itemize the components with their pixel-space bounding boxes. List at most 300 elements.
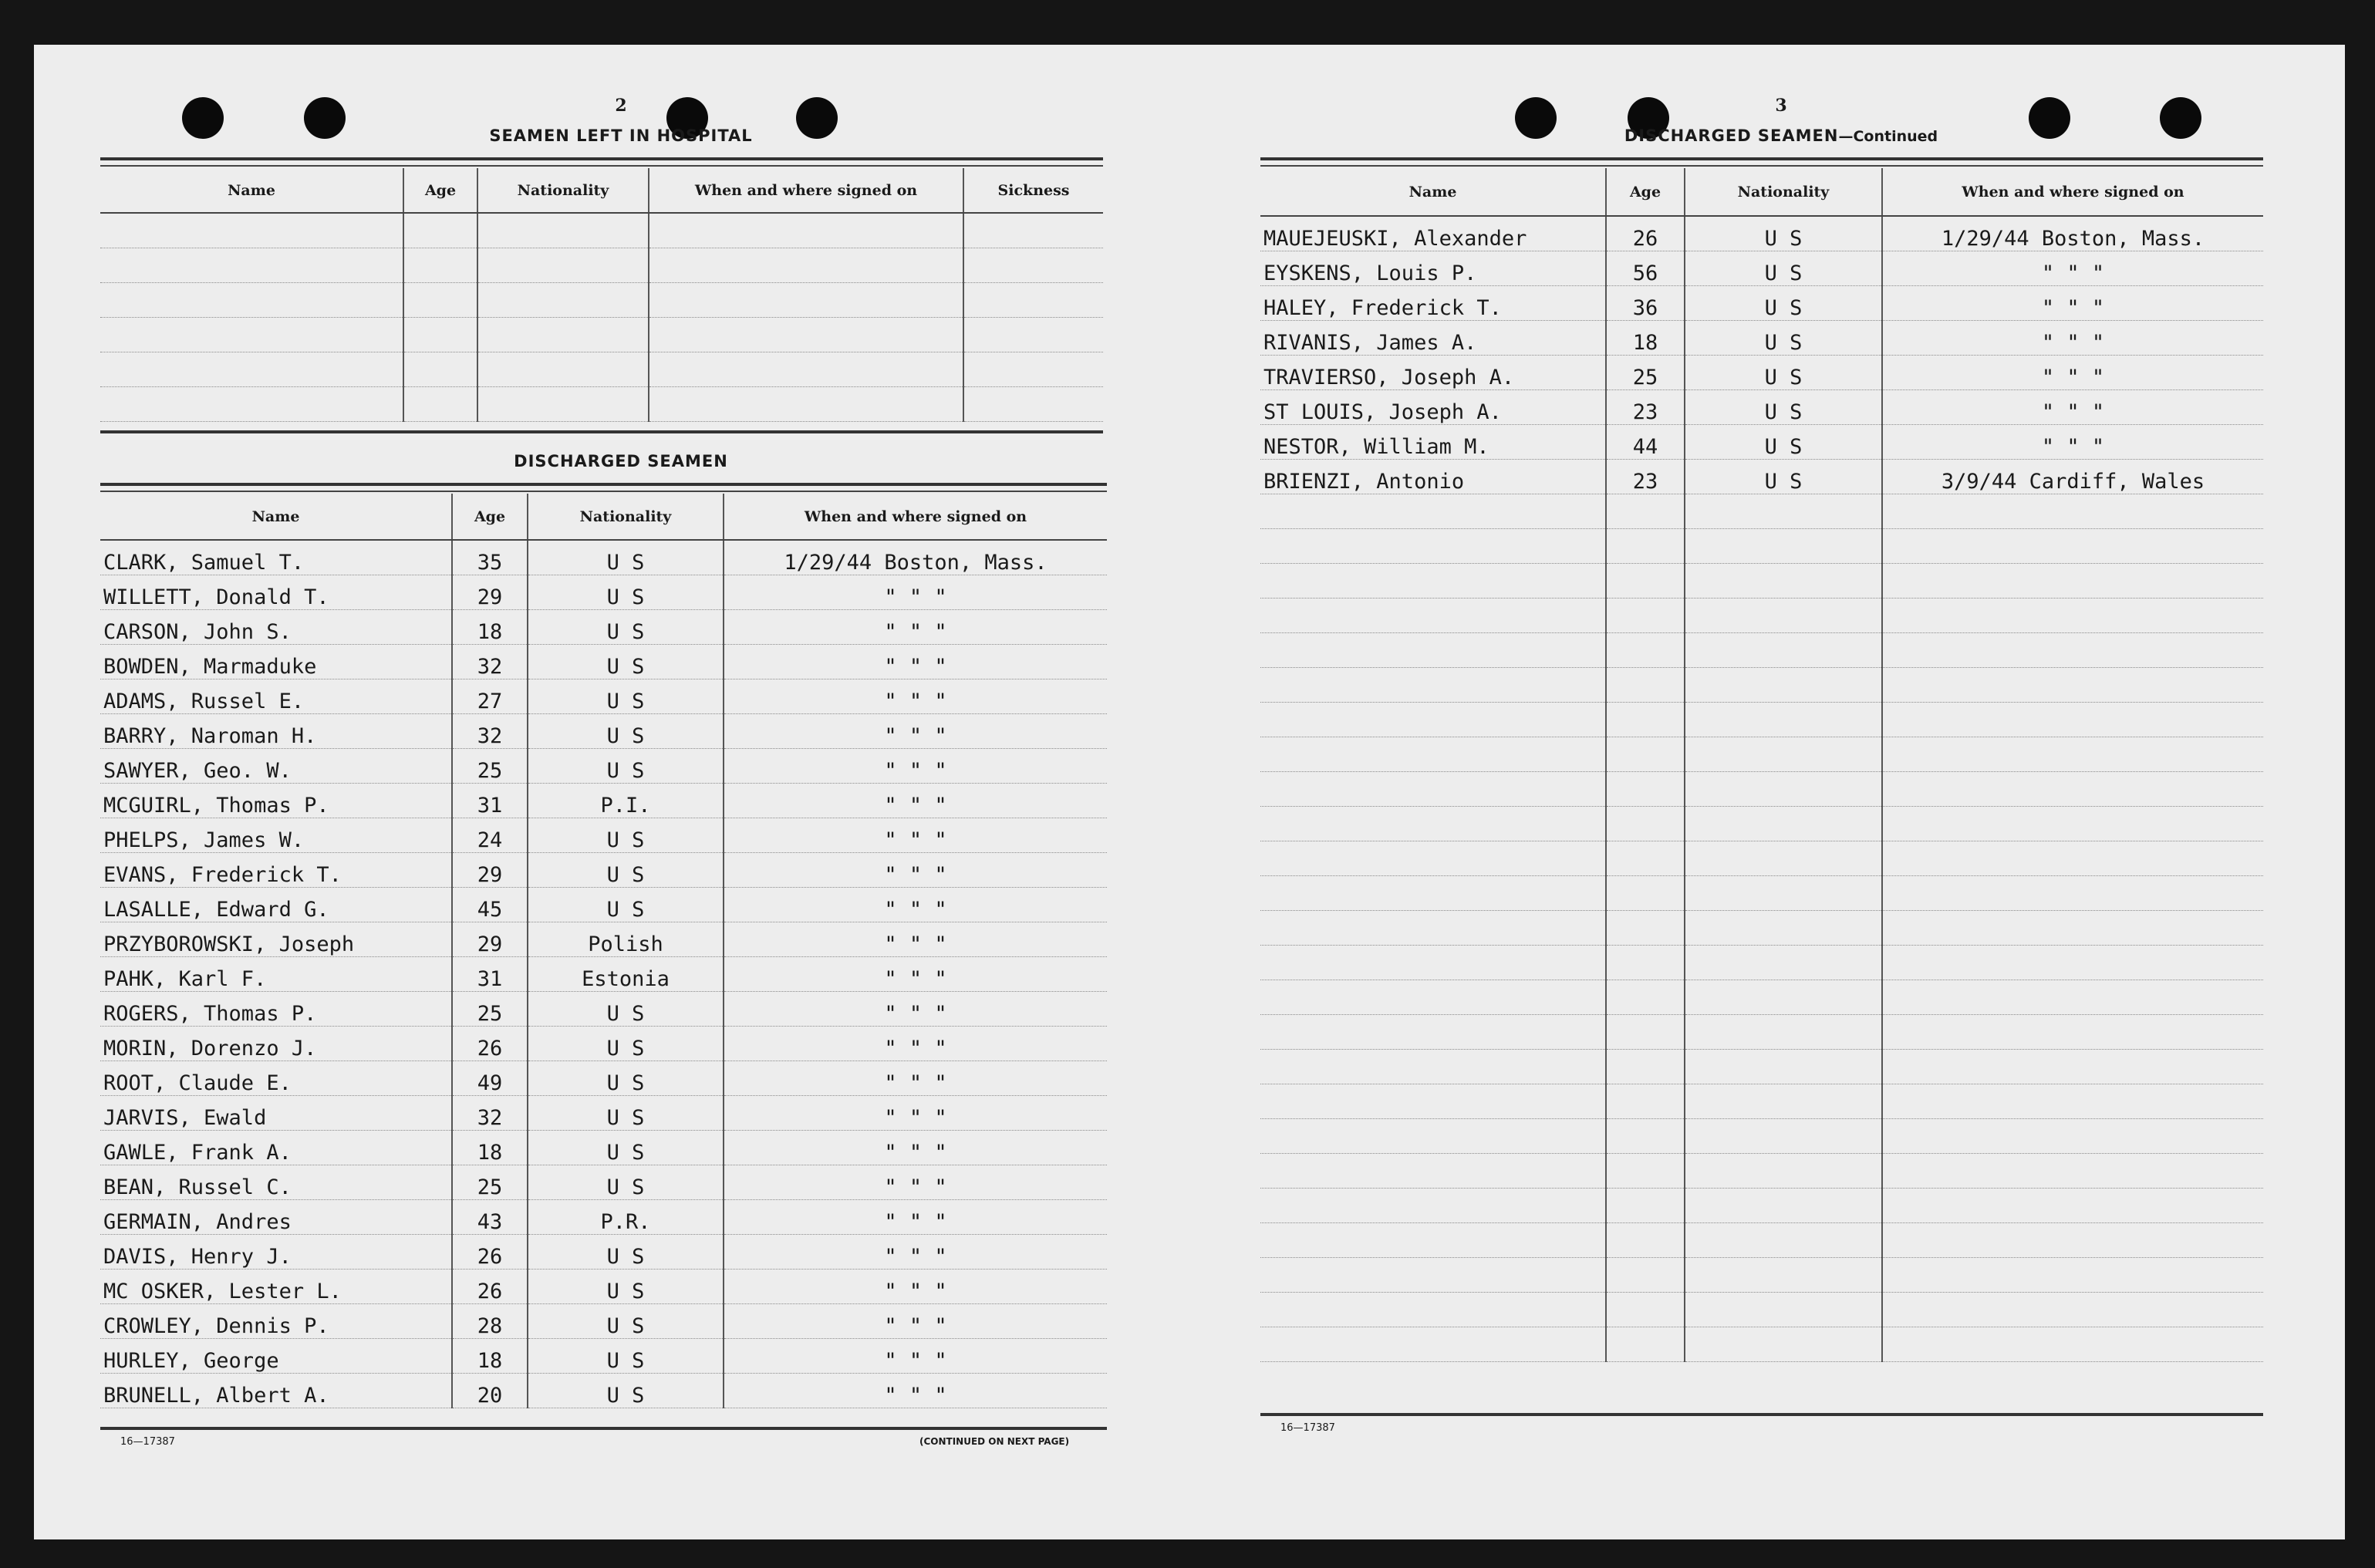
seaman-age: 35 <box>452 540 528 575</box>
blank-cell <box>963 317 1103 352</box>
discharged-continued-table <box>1260 168 2263 1362</box>
blank-cell <box>477 317 649 352</box>
blank-cell <box>1260 702 1606 737</box>
seaman-name: ST LOUIS, Joseph A. <box>1260 389 1606 424</box>
blank-cell <box>1882 1257 2263 1292</box>
discharged-row <box>100 1234 1107 1269</box>
discharged-row <box>100 1026 1107 1061</box>
page-number: 2 <box>615 96 627 116</box>
blank-cell <box>1606 980 1685 1014</box>
signed-on: " " " <box>724 1095 1107 1130</box>
seaman-nationality: U S <box>1685 320 1882 355</box>
blank-cell <box>1882 494 2263 528</box>
blank-cell <box>1260 910 1606 945</box>
seaman-name: BARRY, Naroman H. <box>100 713 452 748</box>
seaman-name: HURLEY, George <box>100 1338 452 1373</box>
col-header-signed-on: When and where signed on <box>1882 168 2263 216</box>
blank-row <box>100 248 1103 282</box>
seaman-age: 31 <box>452 783 528 818</box>
signed-on: " " " <box>724 748 1107 783</box>
signed-on: " " " <box>1882 251 2263 285</box>
blank-cell <box>1685 875 1882 910</box>
blank-row <box>1260 1257 2263 1292</box>
discharged-row <box>100 1269 1107 1303</box>
seaman-nationality: U S <box>528 1269 724 1303</box>
seaman-nationality: U S <box>528 748 724 783</box>
blank-cell <box>1685 1257 1882 1292</box>
seaman-age: 18 <box>452 609 528 644</box>
blank-cell <box>1260 841 1606 875</box>
discharged-row <box>100 922 1107 956</box>
seaman-name: DAVIS, Henry J. <box>100 1234 452 1269</box>
col-header-nationality: Nationality <box>477 168 649 213</box>
seaman-name: MC OSKER, Lester L. <box>100 1269 452 1303</box>
seaman-nationality: U S <box>528 1373 724 1408</box>
discharged-continued-row <box>1260 355 2263 389</box>
blank-cell <box>100 213 403 248</box>
blank-cell <box>1260 494 1606 528</box>
col-header-name: Name <box>100 168 403 213</box>
blank-cell <box>1685 598 1882 632</box>
seaman-age: 26 <box>452 1234 528 1269</box>
discharged-continued-row <box>1260 424 2263 459</box>
blank-cell <box>1606 1222 1685 1257</box>
seaman-name: PRZYBOROWSKI, Joseph <box>100 922 452 956</box>
discharged-row <box>100 1165 1107 1199</box>
seaman-name: PHELPS, James W. <box>100 818 452 852</box>
blank-cell <box>1260 1292 1606 1327</box>
seaman-age: 25 <box>452 1165 528 1199</box>
discharged-row <box>100 1303 1107 1338</box>
blank-cell <box>1685 910 1882 945</box>
discharged-row <box>100 609 1107 644</box>
header-rule <box>100 157 1103 160</box>
signed-on: " " " <box>724 1234 1107 1269</box>
seaman-name: JARVIS, Ewald <box>100 1095 452 1130</box>
discharged-row <box>100 1095 1107 1130</box>
seaman-nationality: U S <box>528 818 724 852</box>
blank-cell <box>649 248 963 282</box>
seaman-name: SAWYER, Geo. W. <box>100 748 452 783</box>
blank-cell <box>1606 771 1685 806</box>
left-page <box>100 45 1142 1539</box>
blank-cell <box>403 317 477 352</box>
blank-cell <box>100 282 403 317</box>
blank-cell <box>1606 910 1685 945</box>
blank-cell <box>1260 1084 1606 1118</box>
seaman-nationality: U S <box>528 1303 724 1338</box>
blank-cell <box>963 282 1103 317</box>
seaman-nationality: U S <box>1685 285 1882 320</box>
blank-cell <box>1685 667 1882 702</box>
col-header-age: Age <box>1606 168 1685 216</box>
blank-cell <box>1685 980 1882 1014</box>
blank-cell <box>1685 1084 1882 1118</box>
header-rule <box>1260 157 2263 160</box>
seaman-name: BEAN, Russel C. <box>100 1165 452 1199</box>
seaman-age: 25 <box>452 748 528 783</box>
footer-rule <box>1260 1413 2263 1416</box>
discharged-row <box>100 679 1107 713</box>
signed-on: " " " <box>724 1373 1107 1408</box>
seaman-nationality: U S <box>528 1026 724 1061</box>
blank-cell <box>1882 1014 2263 1049</box>
seaman-age: 26 <box>1606 216 1685 251</box>
blank-cell <box>1606 702 1685 737</box>
blank-row <box>1260 771 2263 806</box>
blank-row <box>1260 1327 2263 1361</box>
blank-cell <box>100 386 403 421</box>
signed-on: " " " <box>724 1061 1107 1095</box>
seaman-nationality: U S <box>528 1234 724 1269</box>
blank-cell <box>1882 1222 2263 1257</box>
seaman-age: 56 <box>1606 251 1685 285</box>
seaman-nationality: U S <box>528 540 724 575</box>
blank-cell <box>1260 1153 1606 1188</box>
blank-cell <box>1882 980 2263 1014</box>
header-rule <box>1260 165 2263 167</box>
seaman-age: 44 <box>1606 424 1685 459</box>
col-header-signed-on: When and where signed on <box>649 168 963 213</box>
blank-row <box>1260 875 2263 910</box>
blank-cell <box>1260 737 1606 771</box>
blank-cell <box>1685 563 1882 598</box>
blank-cell <box>403 282 477 317</box>
continued-note: (CONTINUED ON NEXT PAGE) <box>919 1436 1070 1447</box>
seaman-name: GERMAIN, Andres <box>100 1199 452 1234</box>
seaman-name: WILLETT, Donald T. <box>100 575 452 609</box>
blank-cell <box>1606 1257 1685 1292</box>
blank-cell <box>1260 1222 1606 1257</box>
blank-cell <box>1260 528 1606 563</box>
discharged-row <box>100 575 1107 609</box>
discharged-seamen-table <box>100 494 1107 1408</box>
blank-cell <box>1606 945 1685 980</box>
seaman-nationality: U S <box>528 644 724 679</box>
blank-row <box>100 352 1103 386</box>
blank-cell <box>1260 667 1606 702</box>
blank-row <box>1260 494 2263 528</box>
seaman-name: EYSKENS, Louis P. <box>1260 251 1606 285</box>
discharged-row <box>100 852 1107 887</box>
seaman-age: 29 <box>452 852 528 887</box>
signed-on: " " " <box>724 1303 1107 1338</box>
discharged-row <box>100 818 1107 852</box>
discharged-row <box>100 956 1107 991</box>
hospital-table <box>100 168 1103 422</box>
seaman-name: MORIN, Dorenzo J. <box>100 1026 452 1061</box>
blank-cell <box>1685 1049 1882 1084</box>
seaman-name: NESTOR, William M. <box>1260 424 1606 459</box>
blank-row <box>1260 632 2263 667</box>
blank-cell <box>1606 1014 1685 1049</box>
seaman-nationality: U S <box>528 1061 724 1095</box>
blank-cell <box>477 248 649 282</box>
signed-on: " " " <box>1882 355 2263 389</box>
seaman-nationality: U S <box>528 1165 724 1199</box>
header-rule <box>100 165 1103 167</box>
discharged-row <box>100 887 1107 922</box>
seaman-age: 36 <box>1606 285 1685 320</box>
blank-cell <box>1606 737 1685 771</box>
seaman-age: 18 <box>452 1338 528 1373</box>
seaman-name: MAUEJEUSKI, Alexander <box>1260 216 1606 251</box>
blank-cell <box>1260 632 1606 667</box>
blank-cell <box>1606 1049 1685 1084</box>
seaman-nationality: U S <box>1685 424 1882 459</box>
discharged-row <box>100 1130 1107 1165</box>
blank-cell <box>1685 702 1882 737</box>
blank-cell <box>1260 598 1606 632</box>
blank-cell <box>1882 1153 2263 1188</box>
blank-row <box>1260 1118 2263 1153</box>
footer-rule <box>100 1427 1107 1430</box>
blank-cell <box>100 352 403 386</box>
blank-cell <box>477 213 649 248</box>
blank-cell <box>1260 875 1606 910</box>
blank-cell <box>1260 1188 1606 1222</box>
seaman-age: 24 <box>452 818 528 852</box>
seaman-name: MCGUIRL, Thomas P. <box>100 783 452 818</box>
seaman-age: 26 <box>452 1026 528 1061</box>
seaman-nationality: U S <box>528 1338 724 1373</box>
seaman-nationality: Polish <box>528 922 724 956</box>
blank-cell <box>1606 632 1685 667</box>
signed-on: 1/29/44 Boston, Mass. <box>724 540 1107 575</box>
seaman-age: 25 <box>452 991 528 1026</box>
discharged-row <box>100 540 1107 575</box>
seaman-nationality: U S <box>1685 355 1882 389</box>
discharged-row <box>100 1061 1107 1095</box>
blank-cell <box>100 317 403 352</box>
signed-on: " " " <box>724 783 1107 818</box>
seaman-age: 23 <box>1606 389 1685 424</box>
blank-cell <box>1606 806 1685 841</box>
signed-on: " " " <box>724 575 1107 609</box>
discharged-row <box>100 991 1107 1026</box>
seaman-nationality: U S <box>528 1130 724 1165</box>
signed-on: " " " <box>724 1130 1107 1165</box>
signed-on: " " " <box>724 609 1107 644</box>
col-header-sickness: Sickness <box>963 168 1103 213</box>
signed-on: " " " <box>1882 320 2263 355</box>
page-number: 3 <box>1775 96 1787 116</box>
seaman-name: BRIENZI, Antonio <box>1260 459 1606 494</box>
blank-cell <box>1882 702 2263 737</box>
blank-row <box>1260 1014 2263 1049</box>
blank-cell <box>1685 771 1882 806</box>
discharged-section-title: DISCHARGED SEAMEN <box>514 452 728 470</box>
blank-cell <box>1882 1327 2263 1361</box>
seaman-age: 31 <box>452 956 528 991</box>
blank-cell <box>1606 1153 1685 1188</box>
blank-cell <box>649 386 963 421</box>
seaman-name: TRAVIERSO, Joseph A. <box>1260 355 1606 389</box>
blank-cell <box>1606 563 1685 598</box>
blank-row <box>100 386 1103 421</box>
seaman-name: LASALLE, Edward G. <box>100 887 452 922</box>
seaman-name: BOWDEN, Marmaduke <box>100 644 452 679</box>
seaman-name: PAHK, Karl F. <box>100 956 452 991</box>
seaman-nationality: U S <box>1685 389 1882 424</box>
right-page <box>1260 45 2302 1539</box>
blank-cell <box>1685 1222 1882 1257</box>
blank-cell <box>1882 945 2263 980</box>
form-code: 16—17387 <box>1280 1422 1335 1434</box>
seaman-age: 18 <box>452 1130 528 1165</box>
seaman-age: 20 <box>452 1373 528 1408</box>
discharged-continued-row <box>1260 216 2263 251</box>
seaman-nationality: U S <box>528 1095 724 1130</box>
blank-cell <box>649 352 963 386</box>
blank-cell <box>1685 1118 1882 1153</box>
discharged-row <box>100 783 1107 818</box>
discharged-row <box>100 1373 1107 1408</box>
blank-cell <box>1882 1118 2263 1153</box>
seaman-nationality: P.R. <box>528 1199 724 1234</box>
hospital-section-title: SEAMEN LEFT IN HOSPITAL <box>489 126 753 145</box>
col-header-name: Name <box>1260 168 1606 216</box>
blank-cell <box>1882 1084 2263 1118</box>
seaman-name: ROOT, Claude E. <box>100 1061 452 1095</box>
blank-row <box>1260 667 2263 702</box>
seaman-name: ADAMS, Russel E. <box>100 679 452 713</box>
blank-cell <box>1685 528 1882 563</box>
blank-row <box>1260 1222 2263 1257</box>
blank-cell <box>403 386 477 421</box>
blank-cell <box>1685 1327 1882 1361</box>
blank-cell <box>1260 1014 1606 1049</box>
blank-cell <box>1606 598 1685 632</box>
blank-cell <box>1882 1292 2263 1327</box>
blank-cell <box>477 352 649 386</box>
blank-row <box>1260 1292 2263 1327</box>
discharged-row <box>100 748 1107 783</box>
blank-cell <box>1882 771 2263 806</box>
col-header-age: Age <box>403 168 477 213</box>
blank-cell <box>100 248 403 282</box>
blank-cell <box>1882 632 2263 667</box>
discharged-continued-title <box>1260 126 2302 145</box>
seaman-nationality: U S <box>528 991 724 1026</box>
title-continued: —Continued <box>1838 128 1938 145</box>
blank-cell <box>649 213 963 248</box>
col-header-signed-on: When and where signed on <box>724 494 1107 540</box>
blank-cell <box>477 282 649 317</box>
discharged-continued-row <box>1260 285 2263 320</box>
blank-row <box>1260 1049 2263 1084</box>
blank-cell <box>1685 494 1882 528</box>
blank-cell <box>1685 1014 1882 1049</box>
seaman-nationality: U S <box>528 713 724 748</box>
seaman-nationality: U S <box>528 887 724 922</box>
discharged-continued-row <box>1260 251 2263 285</box>
seaman-name: ROGERS, Thomas P. <box>100 991 452 1026</box>
blank-cell <box>1260 1257 1606 1292</box>
signed-on: " " " <box>724 852 1107 887</box>
blank-row <box>1260 528 2263 563</box>
seaman-nationality: Estonia <box>528 956 724 991</box>
seaman-age: 29 <box>452 575 528 609</box>
blank-cell <box>477 386 649 421</box>
blank-cell <box>403 248 477 282</box>
blank-row <box>1260 841 2263 875</box>
signed-on: " " " <box>724 1026 1107 1061</box>
blank-row <box>1260 806 2263 841</box>
blank-cell <box>1606 1118 1685 1153</box>
blank-cell <box>1606 841 1685 875</box>
header-rule <box>100 483 1107 486</box>
blank-cell <box>1260 771 1606 806</box>
signed-on: " " " <box>724 922 1107 956</box>
discharged-row <box>100 713 1107 748</box>
signed-on: 3/9/44 Cardiff, Wales <box>1882 459 2263 494</box>
blank-cell <box>963 213 1103 248</box>
blank-cell <box>1685 1153 1882 1188</box>
blank-cell <box>403 352 477 386</box>
blank-cell <box>1685 1188 1882 1222</box>
blank-cell <box>1882 563 2263 598</box>
blank-cell <box>1606 1084 1685 1118</box>
signed-on: " " " <box>724 1165 1107 1199</box>
seaman-age: 32 <box>452 713 528 748</box>
ledger-sheet <box>34 45 2345 1539</box>
blank-cell <box>1685 945 1882 980</box>
section-rule <box>100 430 1103 433</box>
col-header-nationality: Nationality <box>528 494 724 540</box>
seaman-age: 23 <box>1606 459 1685 494</box>
seaman-nationality: P.I. <box>528 783 724 818</box>
signed-on: " " " <box>724 887 1107 922</box>
blank-cell <box>1882 528 2263 563</box>
seaman-nationality: U S <box>528 679 724 713</box>
col-header-nationality: Nationality <box>1685 168 1882 216</box>
discharged-row <box>100 1338 1107 1373</box>
blank-cell <box>1882 1049 2263 1084</box>
seaman-age: 45 <box>452 887 528 922</box>
blank-cell <box>1882 806 2263 841</box>
seaman-nationality: U S <box>528 852 724 887</box>
signed-on: " " " <box>724 991 1107 1026</box>
blank-cell <box>1606 1327 1685 1361</box>
signed-on: " " " <box>724 1338 1107 1373</box>
blank-row <box>1260 980 2263 1014</box>
blank-cell <box>1260 980 1606 1014</box>
seaman-nationality: U S <box>1685 216 1882 251</box>
discharged-row <box>100 644 1107 679</box>
seaman-nationality: U S <box>1685 251 1882 285</box>
signed-on: " " " <box>724 818 1107 852</box>
blank-cell <box>1685 1292 1882 1327</box>
seaman-name: HALEY, Frederick T. <box>1260 285 1606 320</box>
seaman-name: CARSON, John S. <box>100 609 452 644</box>
blank-cell <box>1685 737 1882 771</box>
blank-cell <box>1882 667 2263 702</box>
seaman-name: EVANS, Frederick T. <box>100 852 452 887</box>
seaman-age: 18 <box>1606 320 1685 355</box>
seaman-age: 26 <box>452 1269 528 1303</box>
blank-cell <box>1260 563 1606 598</box>
header-rule <box>100 491 1107 492</box>
blank-cell <box>1882 910 2263 945</box>
seaman-age: 32 <box>452 1095 528 1130</box>
seaman-name: GAWLE, Frank A. <box>100 1130 452 1165</box>
signed-on: " " " <box>724 956 1107 991</box>
signed-on: " " " <box>1882 285 2263 320</box>
blank-cell <box>1685 841 1882 875</box>
blank-cell <box>1882 875 2263 910</box>
blank-row <box>1260 737 2263 771</box>
